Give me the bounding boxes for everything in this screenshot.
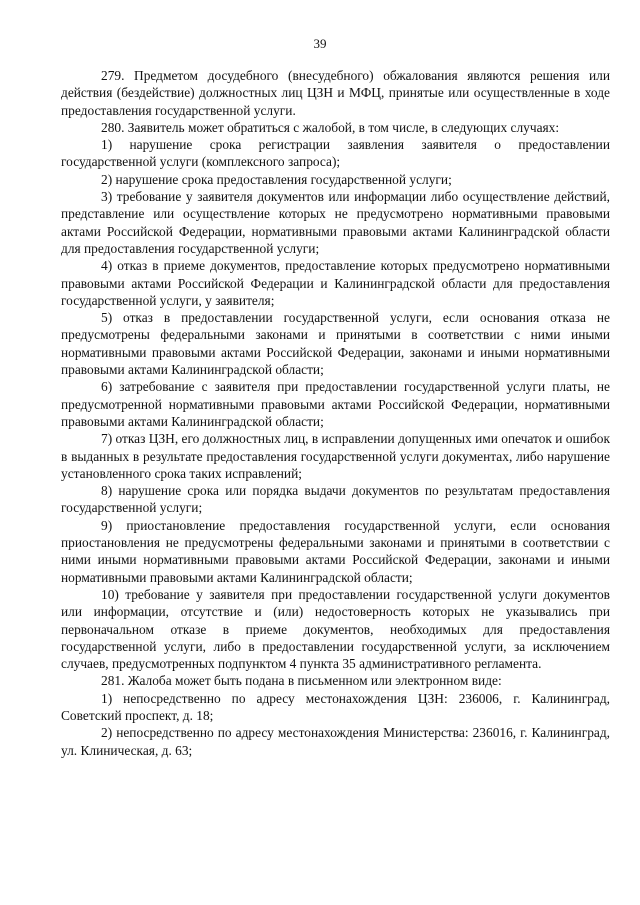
list-item-280-10: 10) требование у заявителя при предоставлении государственной услуги документов или информации, отсутствие и (или) недостоверность которых не указывались при первоначальном отказе в приеме документов, необходимых для предоставления государственной услуги, либо в предоставлении государственной услуги, за исключением случаев, предусмотренных подпунктом 4 пункта 35 административного регламента. [61,586,610,672]
list-item-280-5: 5) отказ в предоставлении государственной услуги, если основания отказа не предусмотрены федеральными законами и принятыми в соответствии с ними иными нормативными правовыми актами Российской Федерации, законами и иными нормативными правовыми актами Калининградской области; [61,310,610,378]
page-number: 39 [313,36,327,51]
document-body [61,67,610,759]
list-item-280-8: 8) нарушение срока или порядка выдачи документов по результатам предоставления государственной услуги; [61,483,610,516]
list-item-280-3: 3) требование у заявителя документов или информации либо осуществление действий, представление или осуществление которых не предусмотрено нормативными правовыми актами Российской Федерации, нормативными правовыми актами Калининградской области для предоставления государственной услуги; [61,189,610,256]
list-item-281-1: 1) непосредственно по адресу местонахождения ЦЗН: 236006, г. Калининград, Советский проспект, д. 18; [61,690,610,723]
list-item-280-1: 1) нарушение срока регистрации заявления заявителя о предоставлении государственной услуги (комплексного запроса); [61,137,610,170]
list-item-281-2: 2) непосредственно по адресу местонахождения Министерства: 236016, г. Калининград, ул. Клиническая, д. 63; [61,725,610,758]
paragraph-280: 280. Заявитель может обратиться с жалобой, в том числе, в следующих случаях: [101,119,560,135]
list-item-280-4: 4) отказ в приеме документов, предоставление которых предусмотрено нормативными правовыми актами Российской Федерации и Калининградской области для предоставления государственной услуги, у заявителя; [61,258,610,308]
list-item-280-7: 7) отказ ЦЗН, его должностных лиц, в исправлении допущенных ими опечаток и ошибок в выданных в результате предоставления государственной услуги документах, либо нарушение установленного срока таких исправлений; [61,431,610,481]
list-item-280-6: 6) затребование с заявителя при предоставлении государственной услуги платы, не предусмотренной нормативными правовыми актами Российской Федерации, нормативными правовыми актами Калининградской области; [61,379,610,429]
paragraph-279: 279. Предметом досудебного (внесудебного) обжалования являются решения или действия (бездействие) должностных лиц ЦЗН и МФЦ, принятые или осуществленные в ходе предоставления государственной услуги. [61,68,610,118]
list-item-280-9: 9) приостановление предоставления государственной услуги, если основания приостановления не предусмотрены федеральными законами и принятыми в соответствии с ними иными нормативными правовыми актами Российской Федерации, законами и иными нормативными правовыми актами Калининградской области; [61,517,610,585]
list-item-280-2: 2) нарушение срока предоставления государственной услуги; [101,171,452,187]
paragraph-281: 281. Жалоба может быть подана в письменном или электронном виде: [101,673,502,689]
